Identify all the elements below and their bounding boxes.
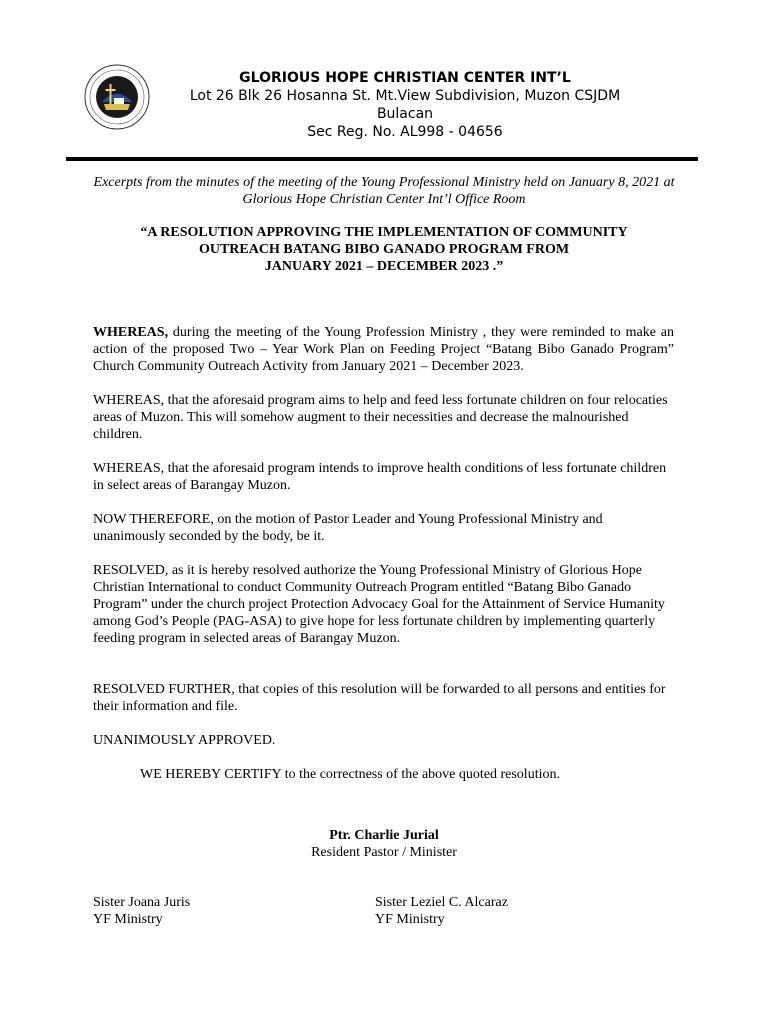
resolution-title-line-1: “A RESOLUTION APPROVING THE IMPLEMENTATION OF COMMUNITY — [140, 225, 628, 240]
resolved-paragraph: RESOLVED, as it is hereby resolved authorize the Young Professional Ministry of Glorious Hope Christian International to conduct Community Outreach Program entitled “Batang Bibo Ganado Program” under the church project Protection Advocacy Goal for the Attainment of Service Humanity among God’s People (PAG-ASA) to give hope for less fortunate children by implementing quarterly feeding program in selected areas of Barangay Muzon. — [93, 563, 665, 646]
address-line-2: Bulacan — [376, 106, 434, 122]
whereas-paragraph-3: WHEREAS, that the aforesaid program intends to improve health conditions of less fortunate children in select areas of Barangay Muzon. — [93, 461, 667, 493]
resolution-body — [93, 324, 674, 783]
left-signatory-name: Sister Joana Juris — [93, 895, 191, 910]
resolution-title-line-3: JANUARY 2021 – DECEMBER 2023 .” — [264, 259, 504, 274]
address-line-1: Lot 26 Blk 26 Hosanna St. Mt.View Subdivision, Muzon CSJDM — [189, 88, 621, 104]
right-signatory-title: YF Ministry — [375, 912, 445, 927]
whereas-paragraph-1 — [93, 324, 674, 375]
left-signatory — [93, 894, 190, 928]
certification-statement: WE HEREBY CERTIFY to the correctness of the above quoted resolution. — [140, 767, 560, 782]
sec-registration: Sec Reg. No. AL998 - 04656 — [307, 124, 503, 140]
header-divider — [66, 157, 698, 161]
minutes-excerpt: Excerpts from the minutes of the meeting of the Young Professional Ministry held on January 8, 2021 at Glorious Hope Christian Center Int’l Office Room — [93, 175, 675, 207]
approval-statement: UNANIMOUSLY APPROVED. — [93, 733, 276, 748]
resolved-further-paragraph: RESOLVED FURTHER, that copies of this resolution will be forwarded to all persons and entities for their information and file. — [93, 682, 666, 714]
letterhead — [170, 69, 640, 141]
resolution-title-line-2: OUTREACH BATANG BIBO GANADO PROGRAM FROM — [198, 242, 570, 257]
whereas-paragraph-2: WHEREAS, that the aforesaid program aims to help and feed less fortunate children on four relocaties areas of Muzon. This will somehow augment to their necessities and decrease the malnourished children. — [93, 393, 668, 442]
now-therefore-paragraph: NOW THEREFORE, on the motion of Pastor Leader and Young Professional Ministry and unanimously seconded by the body, be it. — [93, 512, 603, 544]
signatory-name: Ptr. Charlie Jurial — [329, 828, 439, 843]
organization-name: GLORIOUS HOPE CHRISTIAN CENTER INT’L — [239, 70, 571, 86]
left-signatory-title: YF Ministry — [93, 912, 163, 927]
right-signatory-name: Sister Leziel C. Alcaraz — [375, 895, 508, 910]
main-signatory — [92, 827, 676, 861]
whereas-text-1: during the meeting of the Young Profession Ministry , they were reminded to make an action of the proposed Two – Year Work Plan on Feeding Project “Batang Bibo Ganado Program” Church Community Outreach Activity from January 2021 – December 2023. — [93, 325, 674, 374]
right-signatory — [375, 894, 508, 928]
resolution-title — [92, 224, 676, 275]
whereas-lead: WHEREAS, — [93, 325, 169, 340]
church-seal-icon — [84, 64, 150, 130]
signatory-title: Resident Pastor / Minister — [311, 845, 457, 860]
